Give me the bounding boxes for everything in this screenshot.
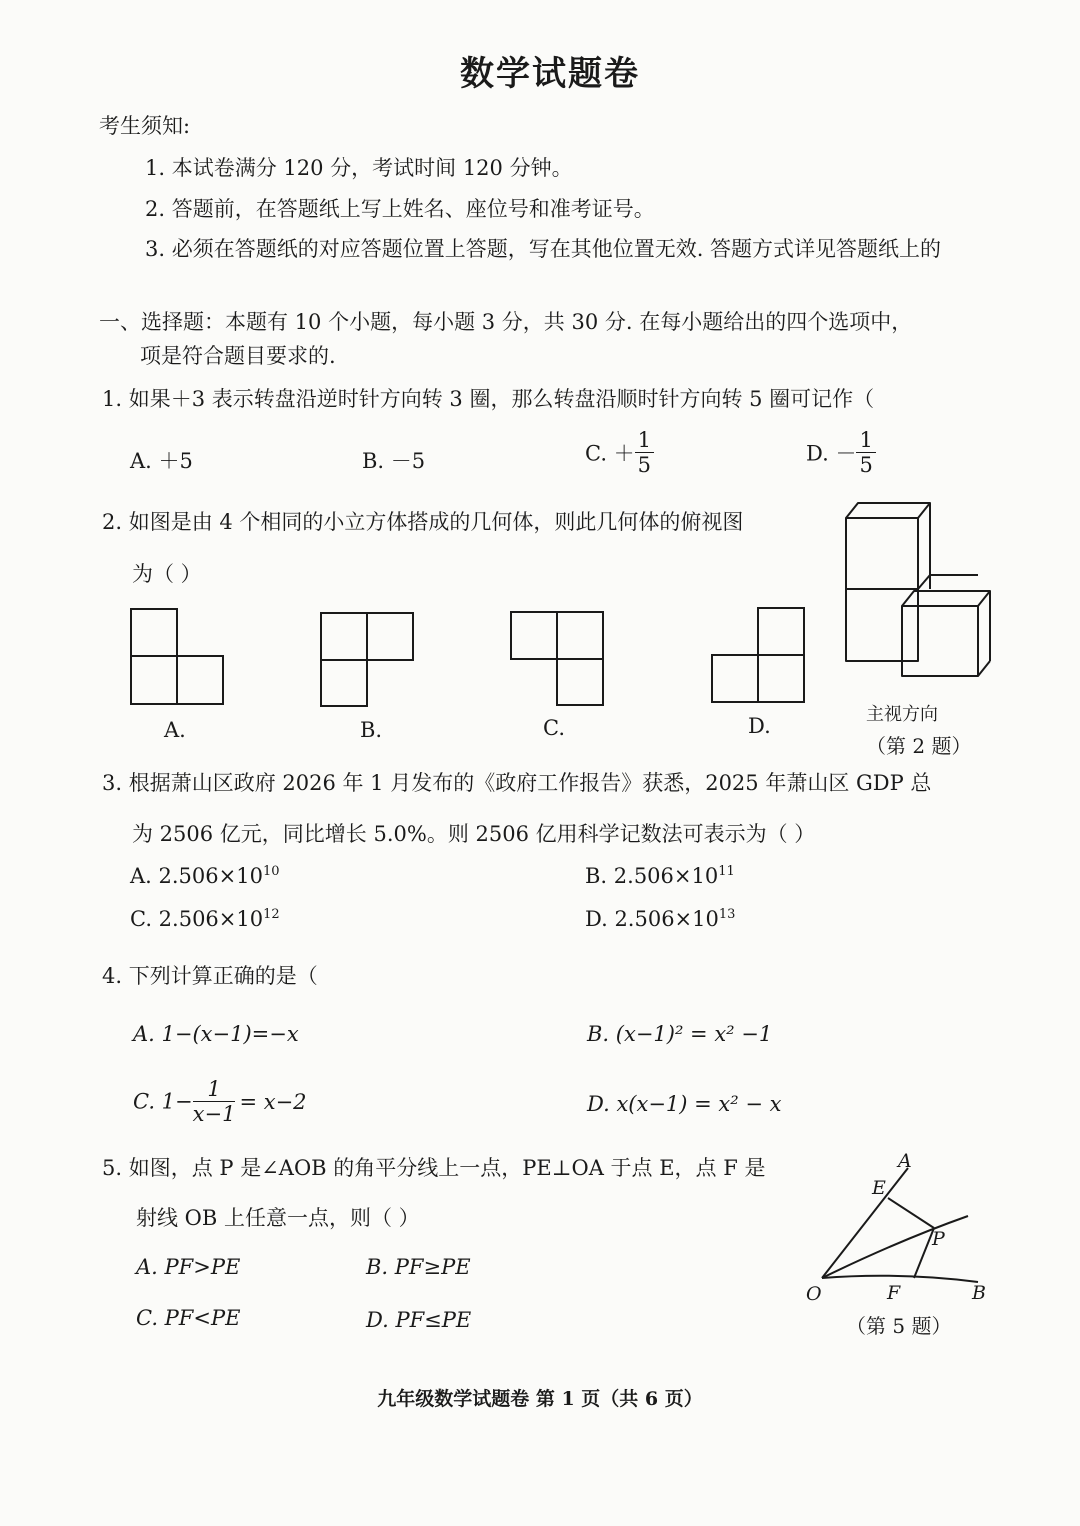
bisector-op: [822, 1216, 968, 1278]
q2-figure-caption: （第 2 题）: [866, 734, 972, 758]
segment-pe: [888, 1198, 934, 1228]
exponent: 13: [718, 907, 736, 922]
q1-option-d-label: D. －: [806, 441, 857, 466]
q1-option-a: A. ＋5: [130, 449, 193, 473]
question-4-stem: 4. 下列计算正确的是（: [102, 964, 318, 988]
point-o-label: O: [806, 1283, 822, 1305]
q5-option-a: A. PF>PE: [136, 1255, 241, 1279]
point-f-label: F: [887, 1282, 901, 1304]
page-title: 数学试题卷: [460, 54, 640, 94]
section-heading-line2: 项是符合题目要求的.: [140, 344, 336, 368]
fraction-numerator: 1: [635, 428, 654, 453]
q4-option-a: A. 1−(x−1)=−x: [133, 1022, 299, 1046]
q4-option-d: D. x(x−1) = x² − x: [587, 1092, 782, 1116]
ray-oa: [822, 1168, 908, 1278]
notice-item-3: 3. 必须在答题纸的对应答题位置上答题，写在其他位置无效. 答题方式详见答题纸上的: [145, 237, 942, 261]
notice-item-1: 1. 本试卷满分 120 分，考试时间 120 分钟。: [145, 156, 573, 180]
q2-option-a-label: A.: [164, 718, 186, 742]
q3-option-c-base: C. 2.506×10: [130, 907, 264, 931]
fraction-denominator: 5: [859, 453, 873, 477]
exponent: 11: [718, 864, 735, 879]
q3-option-d-base: D. 2.506×10: [585, 907, 719, 931]
q2-option-b-label: B.: [360, 718, 383, 742]
question-3-stem: 3. 根据萧山区政府 2026 年 1 月发布的《政府工作报告》获悉，2025 年萧山区 GDP 总: [102, 771, 932, 795]
fraction-denominator: 5: [637, 453, 652, 477]
question-2-stem-line2: 为（ ）: [132, 562, 202, 586]
point-e-label: E: [872, 1177, 886, 1199]
q2-option-d-label: D.: [748, 714, 771, 738]
fraction-denominator: x−1: [192, 1102, 236, 1126]
notice-heading: 考生须知:: [99, 114, 191, 138]
q3-option-a-base: A. 2.506×10: [130, 864, 263, 888]
exponent: 12: [263, 907, 280, 922]
q4-option-c-rest: = x−2: [239, 1089, 307, 1114]
page-footer: 九年级数学试题卷 第 1 页（共 6 页）: [377, 1388, 703, 1410]
question-2-stem: 2. 如图是由 4 个相同的小立方体搭成的几何体，则此几何体的俯视图: [102, 510, 744, 534]
q2-option-c-label: C.: [543, 716, 565, 740]
fraction-numerator: 1: [856, 428, 875, 453]
point-a-label: A: [898, 1150, 912, 1172]
question-5-stem: 5. 如图，点 P 是∠AOB 的角平分线上一点，PE⊥OA 于点 E，点 F 是: [102, 1156, 766, 1180]
fraction-numerator: 1: [193, 1077, 236, 1102]
question-5-stem-line2: 射线 OB 上任意一点，则（ ）: [136, 1206, 420, 1230]
q1-option-c-label: C. ＋: [585, 441, 635, 466]
point-b-label: B: [972, 1282, 986, 1304]
q5-option-b: B. PF≥PE: [366, 1255, 471, 1279]
notice-item-2: 2. 答题前，在答题纸上写上姓名、座位号和准考证号。: [145, 197, 655, 221]
q1-option-b: B. －5: [362, 449, 426, 473]
q5-figure-caption: （第 5 题）: [846, 1314, 952, 1338]
exponent: 10: [262, 864, 280, 879]
q5-option-c: C. PF<PE: [136, 1306, 241, 1330]
q5-option-d: D. PF≤PE: [366, 1308, 472, 1332]
q2-view-direction-label: 主视方向: [866, 704, 938, 725]
q4-option-c-label: C. 1−: [133, 1089, 193, 1114]
point-p-label: P: [932, 1228, 945, 1250]
q3-option-b-base: B. 2.506×10: [585, 864, 719, 888]
question-1-stem: 1. 如果＋3 表示转盘沿逆时针方向转 3 圈，那么转盘沿顺时针方向转 5 圈可记作（: [102, 387, 875, 411]
q4-option-b: B. (x−1)² = x² −1: [587, 1022, 773, 1046]
question-3-stem-line2: 为 2506 亿元，同比增长 5.0%。则 2506 亿用科学记数法可表示为（ ）: [132, 822, 816, 846]
section-heading: 一、选择题：本题有 10 个小题，每小题 3 分，共 30 分. 在每小题给出的四个选项中，: [99, 310, 913, 334]
